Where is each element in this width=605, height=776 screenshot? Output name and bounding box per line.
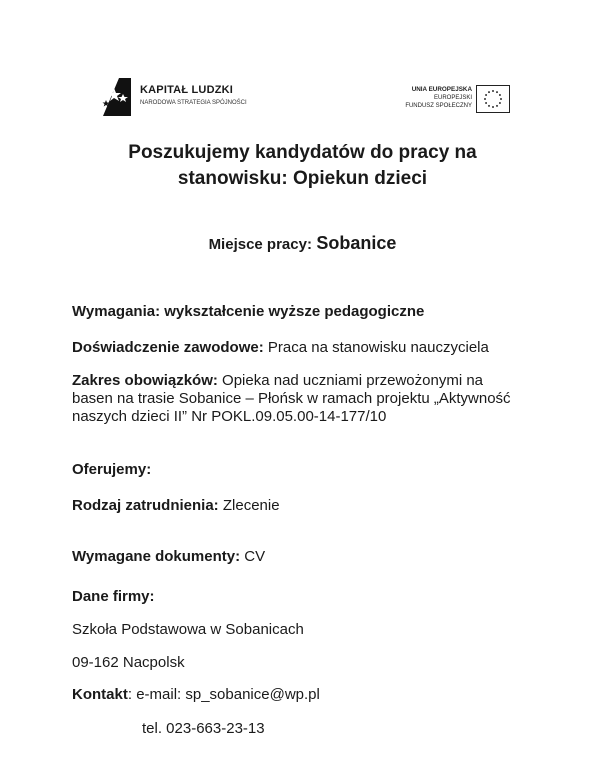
company-name: Szkoła Podstawowa w Sobanicach [72,621,304,638]
eu-logo-line3: FUNDUSZ SPOŁECZNY [405,103,472,109]
page-title-line2: stanowisku: Opiekun dzieci [177,168,428,189]
duties-value-line1: Opieka nad uczniami przewożonymi na [222,372,484,389]
duties-block [72,372,552,426]
eu-flag-icon [476,85,510,113]
eu-star-icon [492,90,494,92]
requirements-label: Wymagania: [72,303,161,320]
kapital-ludzki-title: KAPITAŁ LUDZKI [140,84,234,96]
offer-line [72,460,151,479]
company-label: Dane firmy: [72,588,155,605]
eu-star-icon [485,94,487,96]
requirements-value: wykształcenie wyższe pedagogiczne [164,303,425,320]
workplace-value: Sobanice [316,233,397,253]
eu-star-icon [485,102,487,104]
employment-label: Rodzaj zatrudnienia: [72,497,219,514]
experience-line [72,338,489,357]
documents-line [72,547,265,566]
duties-line1 [72,372,552,390]
experience-value: Praca na stanowisku nauczyciela [267,339,489,356]
duties-value-line2: basen na trasie Sobanice – Płońsk w ramach projektu „Aktywność [72,390,511,407]
eu-logo-text [405,86,472,110]
company-address: 09-162 Nacpolsk [72,654,185,671]
experience-label: Doświadczenie zawodowe: [72,339,264,356]
offer-label: Oferujemy: [72,461,152,478]
workplace-label: Miejsce pracy: [208,236,312,253]
contact-email[interactable]: e-mail: sp_sobanice@wp.pl [136,686,320,703]
eu-logo-line1: UNIA EUROPEJSKA [411,86,472,93]
workplace-line [0,233,605,254]
page-title-line1: Poszukujemy kandydatów do pracy na [128,142,477,163]
eu-logo [398,85,510,117]
employment-value: Zlecenie [222,497,280,514]
eu-star-icon [499,94,501,96]
duties-value-line3: naszych dzieci II” Nr POKL.09.05.00-14-177/10 [72,408,387,425]
eu-star-icon [500,98,502,100]
eu-star-icon [488,105,490,107]
kapital-ludzki-logo [100,74,247,120]
eu-star-icon [496,105,498,107]
duties-label: Zakres obowiązków: [72,372,218,389]
contact-line [72,685,320,704]
eu-star-icon [488,91,490,93]
eu-star-icon [484,98,486,100]
kapital-ludzki-subtitle: NARODOWA STRATEGIA SPÓJNOŚCI [140,100,247,106]
company-label-line [72,587,155,606]
contact-colon: : [127,686,133,703]
contact-label: Kontakt [72,686,128,703]
eu-star-icon [492,106,494,108]
kapital-ludzki-emblem-icon [100,74,134,118]
requirements-line [72,302,424,321]
eu-star-icon [499,102,501,104]
eu-logo-line2: EUROPEJSKI [433,95,472,101]
documents-label: Wymagane dokumenty: [72,548,241,565]
documents-value: CV [244,548,266,565]
employment-line [72,496,280,515]
contact-phone: tel. 023-663-23-13 [142,720,265,737]
eu-star-icon [496,91,498,93]
